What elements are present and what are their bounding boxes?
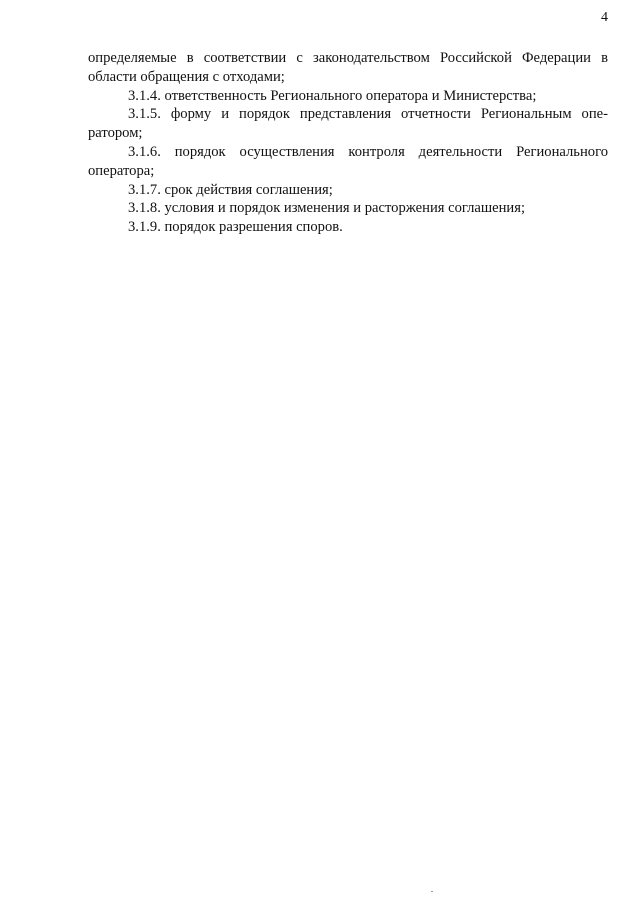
paragraph-clause-3-1-5: 3.1.5. форму и порядок представления отчетности Региональным опе-ратором; xyxy=(88,106,608,142)
paragraph-clause-3-1-8: 3.1.8. условия и порядок изменения и расторжения соглашения; xyxy=(128,200,526,217)
document-body xyxy=(88,49,608,237)
page-number: 4 xyxy=(601,10,608,25)
paragraph-clause-3-1-6: 3.1.6. порядок осуществления контроля деятельности Регионального оператора; xyxy=(88,143,608,179)
paragraph-continuation: определяемые в соответствии с законодательством Российской Федерации в области обращения с отходами; xyxy=(88,50,608,85)
paragraph-clause-3-1-9: 3.1.9. порядок разрешения споров. xyxy=(128,219,343,236)
paragraph-clause-3-1-4: 3.1.4. ответственность Регионального оператора и Министерства; xyxy=(128,87,537,104)
paragraph-clause-3-1-7: 3.1.7. срок действия соглашения; xyxy=(128,181,333,198)
scan-artifact-dot xyxy=(431,891,433,892)
